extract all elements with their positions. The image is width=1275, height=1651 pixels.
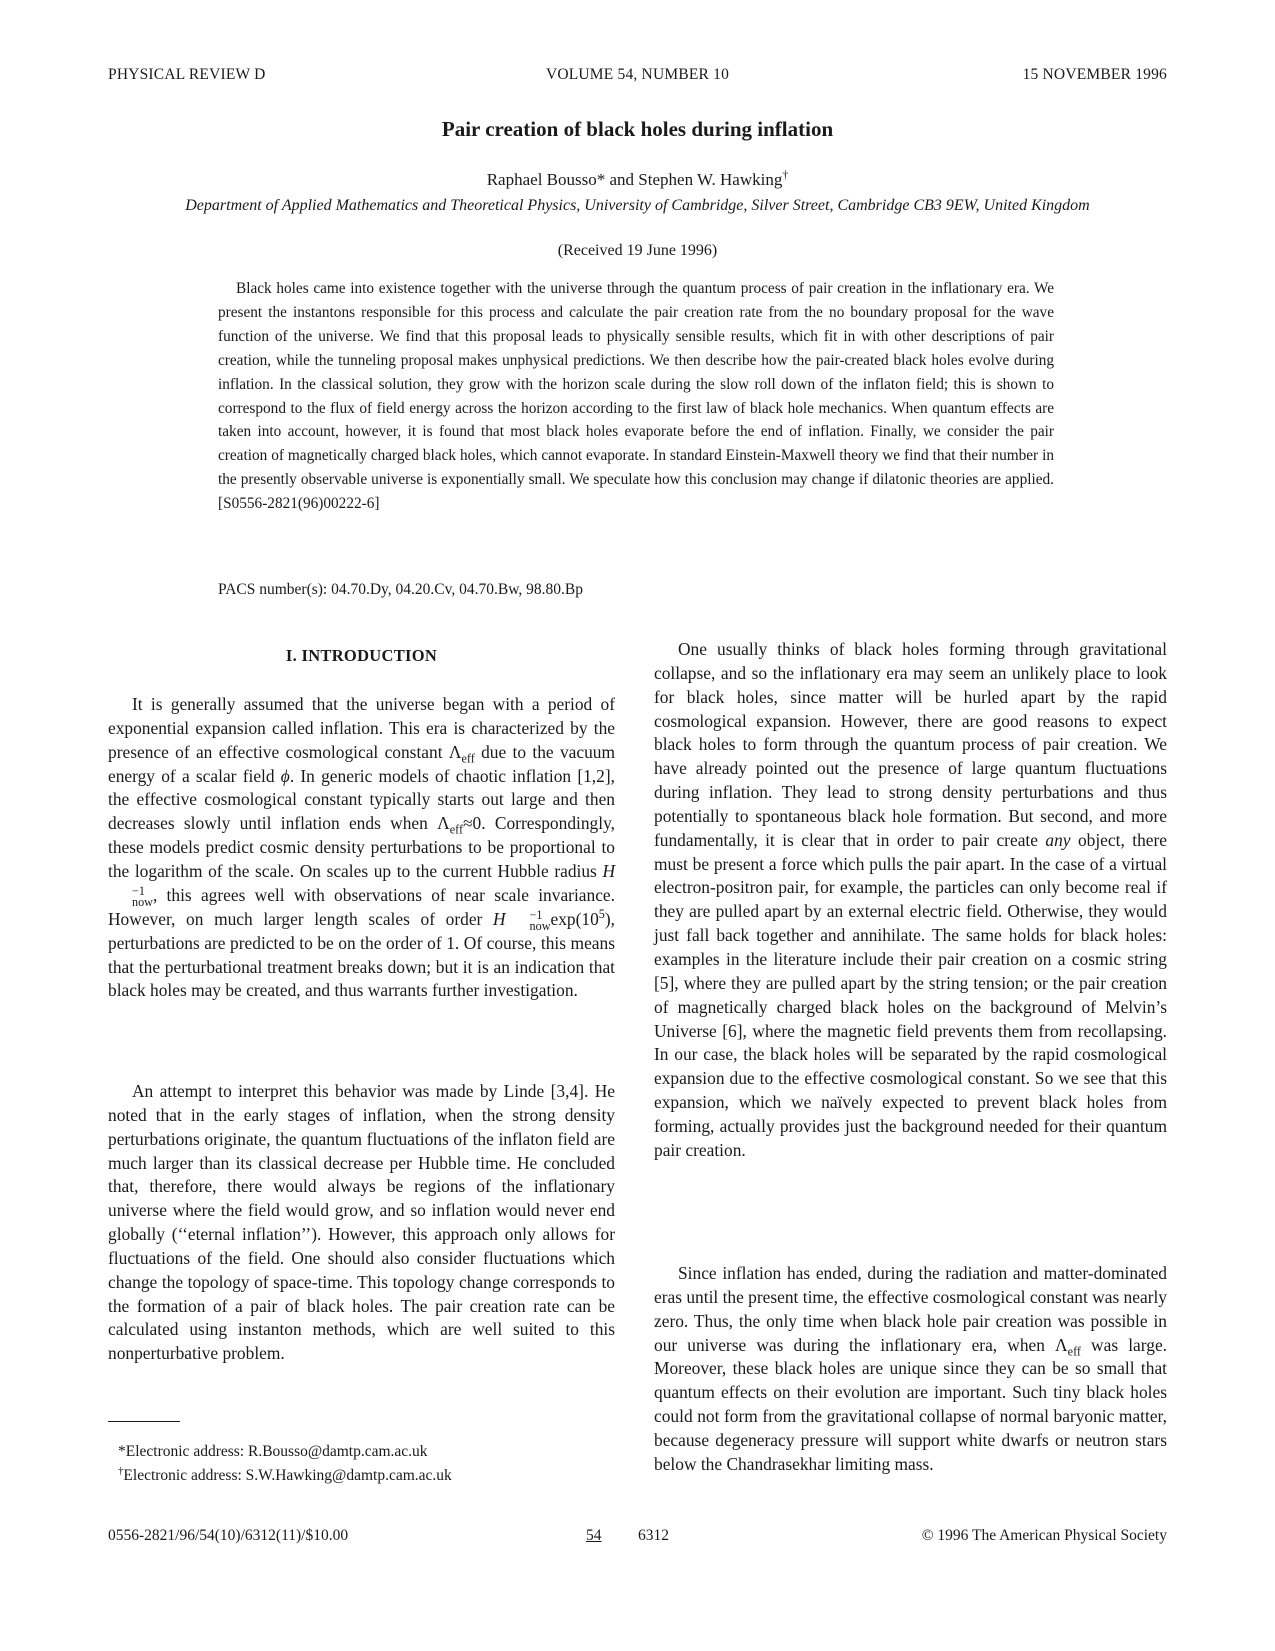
p1-text-e: , this agrees well with observations of near scale invariance. However, on much larger length scales of order <box>108 884 615 929</box>
footnotes <box>118 1440 452 1488</box>
p1-text-d: ≈0. Correspondingly, these models predict cosmic density perturbations to be proportional to the logarithm of the scale. On scales up to the current Hubble radius <box>108 813 615 881</box>
volume-number: VOLUME 54, NUMBER 10 <box>545 66 730 83</box>
running-head <box>108 66 1167 88</box>
copyright: © 1996 The American Physical Society <box>921 1527 1167 1544</box>
author-hawking: Stephen W. Hawking <box>638 170 783 189</box>
lambda-eff-symbol: $\Lambda_{eff}$ <box>448 741 475 766</box>
author-line <box>0 167 1275 190</box>
page-footer <box>108 1527 1167 1549</box>
emphasis-any: any <box>1045 829 1071 850</box>
hubble-radius-symbol: H −1 now <box>132 860 615 909</box>
page-number: 6312 <box>638 1527 669 1544</box>
exponent-five: 5 <box>598 906 605 921</box>
p3-text-a: One usually thinks of black holes forming through gravitational collapse, and so the inflationary era may seem an unlikely place to look for black holes, since matter will be hurled apart by the rapid cosmological expansion. However, there are good reasons to expect black holes to form through the quantum process of pair creation. We have already pointed out the presence of large quantum fluctuations during inflation. They lead to strong density perturbations and thus potentially to spontaneous black hole formation. But second, and more fundamentally, it is clear that in order to pair create <box>654 639 1167 850</box>
phi-symbol: ϕ <box>280 765 290 786</box>
footer-volume: 54 <box>586 1527 602 1544</box>
p4-text-a: Since inflation has ended, during the radiation and matter-dominated eras until the present time, the effective cosmological constant was nearly zero. Thus, the only time when black hole pair creation was possible in our universe was during the inflationary era, when <box>654 1263 1168 1355</box>
issue-date: 15 NOVEMBER 1996 <box>1022 66 1167 83</box>
abstract: Black holes came into existence together with the universe through the quantum process of pair creation in the inflationary era. We present the instantons responsible for this process and calculate the pair creation rate from the no boundary proposal for the wave function of the universe. We find that this proposal leads to physically sensible results, which fit in with other descriptions of pair creation, while the tunneling proposal makes unphysical predictions. We then describe how the pair-created black holes evolve during inflation. In the classical solution, they grow with the horizon scale during the slow roll down of the inflaton field; this is shown to correspond to the flux of field energy across the horizon according to the first law of black hole mechanics. When quantum effects are taken into account, however, it is found that most black holes evaporate before the end of inflation. Finally, we consider the pair creation of magnetically charged black holes, which cannot evaporate. In standard Einstein-Maxwell theory we find that their number in the presently observable universe is exponentially small. We speculate how this conclusion may change if dilatonic theories are applied. [S0556-2821(96)00222-6] <box>218 280 1054 513</box>
intro-paragraph-3 <box>654 638 1167 1163</box>
footnote-bousso-email: *Electronic address: R.Bousso@damtp.cam.ac.uk <box>118 1443 428 1460</box>
p4-text-b: was large. Moreover, these black holes are unique since they can be so small that quantum effects on their evolution are important. Such tiny black holes could not form from the gravitational collapse of normal baryonic matter, because degeneracy pressure will support white dwarfs or neutron stars below the Chandrasekhar limiting mass. <box>654 1334 1168 1474</box>
author-mark-dagger: † <box>782 167 789 182</box>
footnote-rule <box>108 1421 180 1422</box>
lambda-eff-symbol: $\Lambda_{eff}$ <box>1055 1334 1081 1358</box>
paper-title: Pair creation of black holes during inflation <box>441 117 834 141</box>
received-date: (Received 19 June 1996) <box>557 242 718 259</box>
p1-text-f: exp(10 <box>550 908 599 929</box>
p1-text-c: . In generic models of chaotic inflation [1,2], the effective cosmological constant typically starts out large and then decreases slowly until inflation ends when <box>108 765 615 834</box>
author-bousso: Raphael Bousso <box>486 170 597 189</box>
article-code: 0556-2821/96/54(10)/6312(11)/$10.00 <box>108 1527 349 1544</box>
footnote-hawking-email: †Electronic address: S.W.Hawking@damtp.cam.ac.uk <box>118 1464 452 1484</box>
intro-paragraph-2: An attempt to interpret this behavior was made by Linde [3,4]. He noted that in the early stages of inflation, when the strong density perturbations originate, the quantum fluctuations of the inflaton field are much larger than its classical decrease per Hubble time. He concluded that, therefore, there would always be regions of the inflationary universe where the field would grow, and so inflation would never end globally (‘‘eternal inflation’’). However, this approach only allows for fluctuations of the field. One should also consider fluctuations which change the topology of space-time. This topology change corresponds to the formation of a pair of black holes. The pair creation rate can be calculated using instanton methods, which are well suited to this nonperturbative problem. <box>108 1081 615 1364</box>
intro-paragraph-1 <box>108 693 615 1003</box>
p3-text-b: object, there must be present a force which pulls the pair apart. In the case of a virtual electron-positron pair, for example, the particles can only become real if they are pulled apart by an external electric field. Otherwise, they would just fall back together and annihilate. The same holds for black holes: examples in the literature include their pair creation on a cosmic string [5], where they are pulled apart by the string tension; or the pair creation of magnetically charged black holes on the background of Melvin’s Universe [6], where the magnetic field prevents them from recollapsing. In our case, the black holes will be separated by the rapid cosmological expansion due to the effective cosmological constant. So we see that this expansion, which we naïvely expected to prevent black holes from forming, actually provides just the background needed for their quantum pair creation. <box>654 829 1167 1160</box>
section-heading-introduction: I. INTRODUCTION <box>285 646 438 665</box>
pacs-numbers: PACS number(s): 04.70.Dy, 04.20.Cv, 04.70.Bw, 98.80.Bp <box>218 581 583 598</box>
p1-text-b: due to the vacuum energy of a scalar field <box>108 741 615 786</box>
author-mark-star: * <box>596 170 606 189</box>
affiliation: Department of Applied Mathematics and Theoretical Physics, University of Cambridge, Silver Street, Cambridge CB3 9EW, United Kingdom <box>185 197 1090 214</box>
hubble-radius-symbol: H −1 now <box>492 907 551 933</box>
intro-paragraph-4 <box>654 1262 1167 1477</box>
author-conjunction: and <box>605 170 639 189</box>
lambda-eff-symbol: $\Lambda_{eff}$ <box>437 813 463 837</box>
journal-name: PHYSICAL REVIEW D <box>108 66 266 83</box>
p1-text-g: ), perturbations are predicted to be on the order of 1. Of course, this means that the perturbational treatment breaks down; but it is an indication that black holes may be created, and thus warrants further investigation. <box>108 908 615 1001</box>
p1-text-a: It is generally assumed that the universe began with a period of exponential expansion called inflation. This era is characterized by the presence of an effective cosmological constant <box>108 694 615 762</box>
